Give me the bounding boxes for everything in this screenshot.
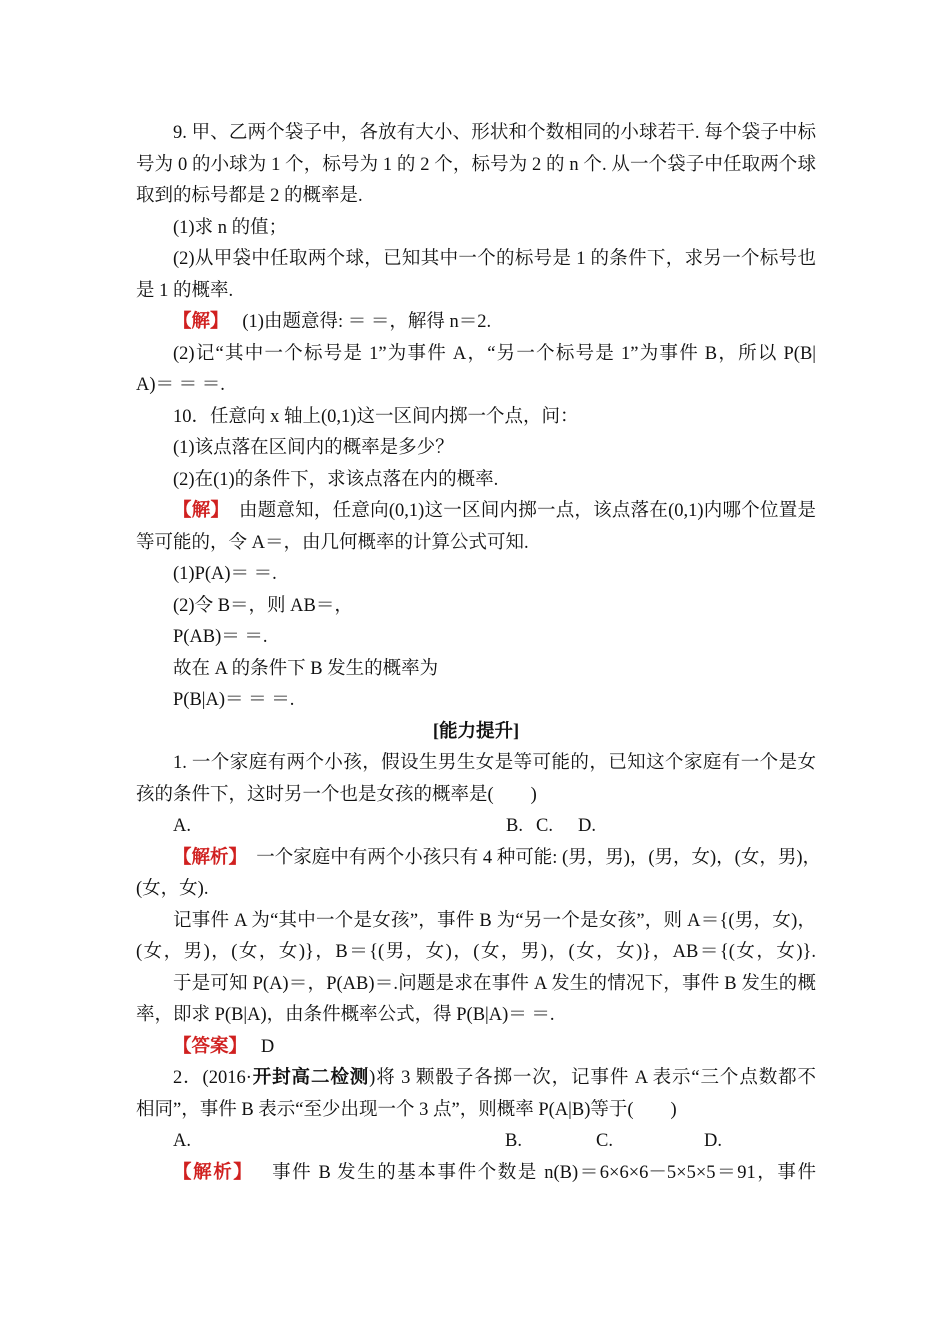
q9-line-3: 取到的标号都是 2 的概率是. — [136, 186, 363, 206]
e1-analysis-line-6: 率，即求 P(B|A)，由条件概率公式，得 P(B|A)＝ ＝. — [136, 1005, 555, 1025]
e2-option-a: A. — [173, 1131, 191, 1151]
q9-solution-1-text: (1)由题意得: ＝ ＝，解得 n＝2. — [242, 312, 492, 332]
e1-analysis-line-2: (女，女). — [136, 879, 209, 899]
solution-tag: 【解】 — [173, 501, 230, 521]
e1-analysis-line-5: 于是可知 P(A)＝，P(AB)＝.问题是求在事件 A 发生的情况下，事件 B 发生的概 — [173, 973, 816, 994]
e2-options — [136, 1126, 816, 1158]
e2-source: 开封高二检测 — [251, 1068, 370, 1088]
solution-tag: 【解】 — [173, 312, 229, 332]
q10-solution-6: 故在 A 的条件下 B 发生的概率为 — [173, 658, 439, 679]
q10-solution-5: P(AB)＝ ＝. — [173, 627, 268, 647]
e2-option-b: B. — [505, 1131, 522, 1151]
q10-part-2: (2)在(1)的条件下，求该点落在内的概率. — [173, 469, 499, 490]
section-title: [能力提升] — [432, 721, 520, 742]
e1-line-2: 孩的条件下，这时另一个也是女孩的概率是( ) — [136, 784, 537, 805]
q9-solution-2-line-2: A)＝ ＝ ＝. — [136, 375, 225, 395]
e2-line-2: 相同”，事件 B 表示“至少出现一个 3 点”，则概率 P(A|B)等于( ) — [136, 1099, 677, 1120]
e1-option-a: A. — [173, 816, 191, 836]
q10-solution-line-1-text: 由题意知，任意向(0,1)这一区间内掷一点，该点落在(0,1)内哪个位置是 — [238, 501, 816, 521]
q10-line-1: 10．任意向 x 轴上(0,1)这一区间内掷一个点，问： — [173, 406, 579, 427]
q9-solution-2-line-1: (2)记“其中一个标号是 1”为事件 A，“另一个标号是 1”为事件 B，所以 P(B| — [173, 343, 816, 364]
q9-line-1: 9. 甲、乙两个袋子中，各放有大小、形状和个数相同的小球若干. 每个袋子中标 — [173, 123, 816, 143]
e1-analysis-line-1 — [136, 843, 821, 875]
q9-part-2-line-1: (2)从甲袋中任取两个球，已知其中一个的标号是 1 的条件下，求另一个标号也 — [173, 249, 816, 269]
q10-solution-line-1 — [136, 496, 816, 528]
analysis-tag: 【解析】 — [173, 1162, 254, 1183]
e2-analysis-line-1-text: 事件 B 发生的基本事件个数是 n(B)＝6×6×6－5×5×5＝91，事件 — [272, 1162, 816, 1183]
q10-part-1: (1)该点落在区间内的概率是多少？ — [173, 438, 454, 458]
e1-option-d: D. — [578, 816, 596, 836]
e1-answer — [136, 1032, 816, 1064]
q9-part-1: (1)求 n 的值； — [173, 217, 288, 238]
answer-tag: 【答案】 — [173, 1036, 248, 1057]
q9-line-2: 号为 0 的小球为 1 个，标号为 1 的 2 个，标号为 2 的 n 个. 从一个袋子中任取两个球 — [136, 154, 816, 175]
q9-solution-1 — [136, 307, 816, 339]
e2-analysis-line-1 — [136, 1158, 816, 1190]
q9-part-2-line-2: 是 1 的概率. — [136, 280, 234, 301]
analysis-tag: 【解析】 — [173, 847, 248, 868]
document-page — [136, 118, 821, 1189]
e2-line-1-post: )将 3 颗骰子各掷一次，记事件 A 表示“三个点数都不 — [369, 1068, 816, 1088]
q10-solution-4: (2)令 B＝，则 AB＝， — [173, 595, 353, 616]
e2-line-1 — [136, 1063, 816, 1095]
e1-option-b: B. — [506, 816, 523, 836]
e1-option-c: C. — [536, 816, 553, 836]
q10-solution-line-2: 等可能的，令 A＝，由几何概率的计算公式可知. — [136, 532, 529, 553]
e2-option-d: D. — [704, 1131, 722, 1151]
e1-analysis-line-3: 记事件 A 为“其中一个是女孩”，事件 B 为“另一个是女孩”，则 A＝{(男，女)， — [173, 910, 816, 931]
e1-line-1: 1. 一个家庭有两个小孩，假设生男生女是等可能的，已知这个家庭有一个是女 — [173, 753, 816, 773]
e2-option-c: C. — [596, 1131, 613, 1151]
q10-solution-7: P(B|A)＝ ＝ ＝. — [173, 690, 295, 710]
e2-line-1-pre: 2．(2016· — [173, 1068, 252, 1088]
e1-answer-value: D — [260, 1036, 275, 1057]
e1-analysis-line-4: (女，男)，(女，女)}，B＝{(男，女)，(女，男)，(女，女)}，AB＝{(女，女)}. — [136, 942, 816, 962]
e1-analysis-line-1-text: 一个家庭中有两个小孩只有 4 种可能: (男，男)，(男，女)，(女，男)， — [256, 847, 821, 868]
q10-solution-3: (1)P(A)＝ ＝. — [173, 564, 277, 584]
e1-options — [136, 811, 816, 843]
